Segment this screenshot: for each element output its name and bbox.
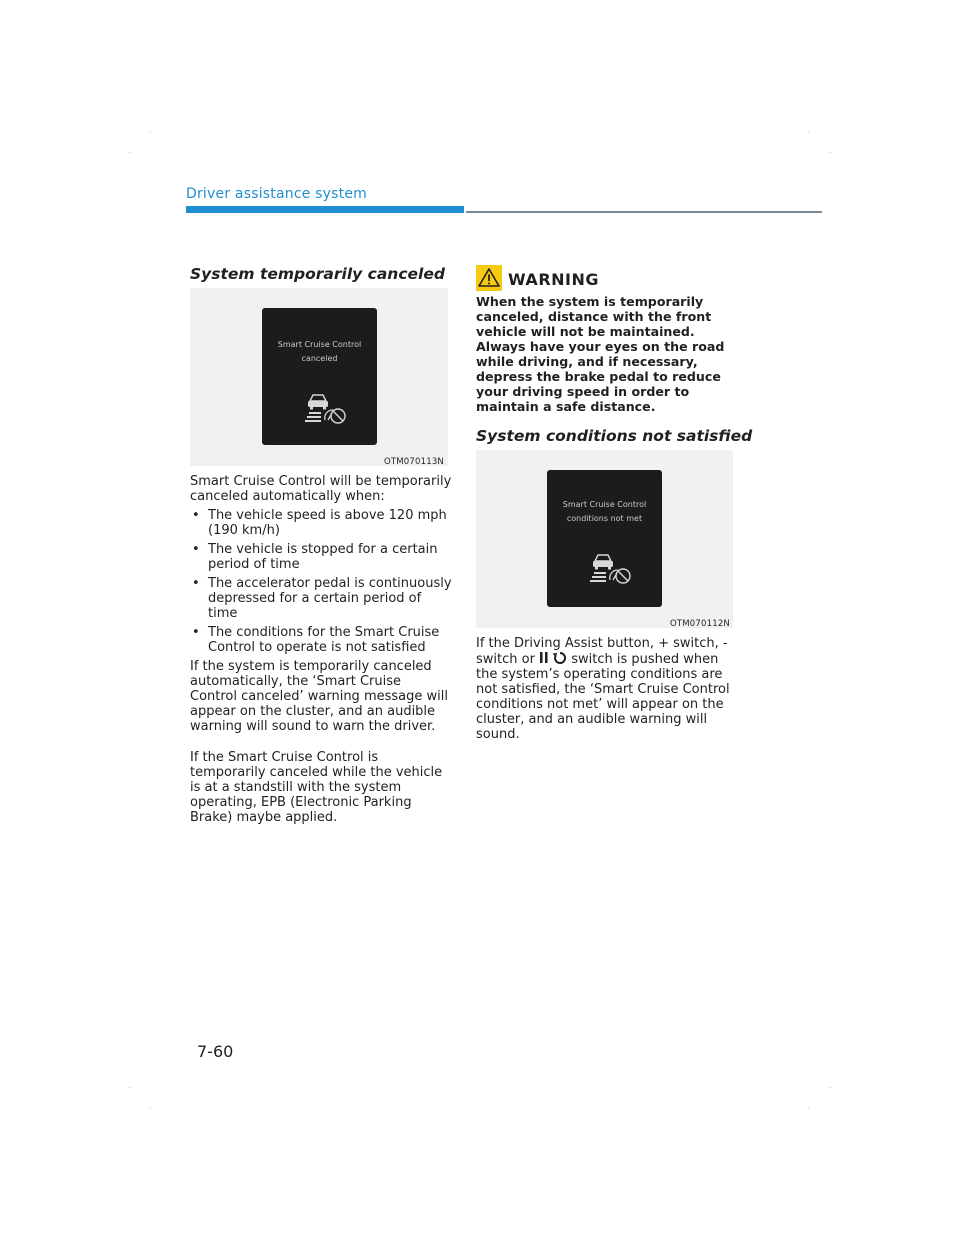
screen-message-line2: canceled — [301, 354, 338, 363]
warning-icon — [476, 265, 502, 291]
intro-text: Smart Cruise Control will be temporarily canceled automatically when: — [190, 474, 452, 504]
distance-switch-icon — [539, 651, 567, 664]
screen-message-line1: Smart Cruise Control — [562, 500, 647, 509]
warning-body: When the system is temporarily canceled, distance with the front vehicle will not be maintained. Always have your eyes on the road while driving, and if necessary, depress the brake pedal to reduce your driving speed in order to maintain a safe distance. — [476, 294, 725, 414]
list-item: • The accelerator pedal is continuously depressed for a certain period of time — [190, 576, 452, 621]
crop-mark — [830, 152, 831, 153]
left-body — [190, 474, 452, 825]
paragraph-text-start: If the Driving Assist button, + switch, - switch or — [476, 636, 728, 667]
screen-message-line1: Smart Cruise Control — [277, 340, 362, 349]
figure-canceled — [190, 288, 448, 466]
crop-mark — [808, 131, 809, 132]
crop-mark — [129, 152, 130, 153]
crop-mark — [150, 131, 151, 132]
heading-conditions-not-satisfied: System conditions not satisfied — [476, 427, 753, 445]
header-rule — [466, 211, 822, 213]
cluster-screen — [262, 308, 377, 445]
paragraph-text-end: switch is pushed when the system’s operating conditions are not satisfied, the ‘Smart Cruise Control conditions not met’ will appear on the cluster, and an audible warning will sound. — [476, 652, 730, 742]
warning-title: WARNING — [508, 270, 599, 289]
cluster-screen — [547, 470, 662, 607]
cancel-conditions-list — [190, 508, 452, 655]
crop-mark — [830, 1087, 831, 1088]
page-number: 7-60 — [197, 1042, 234, 1061]
heading-temporarily-canceled: System temporarily canceled — [190, 265, 445, 283]
crop-mark — [808, 1108, 809, 1109]
figure-code: OTM070113N — [383, 457, 444, 467]
paragraph-epb: If the Smart Cruise Control is temporarily canceled while the vehicle is at a standstill with the system operating, EPB (Electronic Parking Brake) maybe applied. — [190, 750, 443, 825]
scc-car-distance-icon — [589, 552, 631, 586]
crop-mark — [129, 1087, 130, 1088]
paragraph-conditions-not-met — [476, 636, 738, 742]
right-body — [476, 636, 738, 742]
scc-car-distance-icon — [304, 392, 346, 426]
list-item: • The vehicle is stopped for a certain period of time — [190, 542, 452, 572]
crop-mark — [150, 1108, 151, 1109]
paragraph-warning-message: If the system is temporarily canceled automatically, the ‘Smart Cruise Control canceled’ warning message will appear on the cluster, and an audible warning will sound to warn the driver. — [190, 659, 448, 734]
figure-code: OTM070112N — [669, 619, 730, 629]
list-item: • The conditions for the Smart Cruise Control to operate is not satisfied — [190, 625, 452, 655]
section-header: Driver assistance system — [186, 186, 367, 202]
figure-conditions-not-met — [476, 450, 733, 628]
header-accent-bar — [186, 206, 464, 213]
screen-message-line2: conditions not met — [566, 514, 643, 523]
list-item: • The vehicle speed is above 120 mph (190 km/h) — [190, 508, 452, 538]
